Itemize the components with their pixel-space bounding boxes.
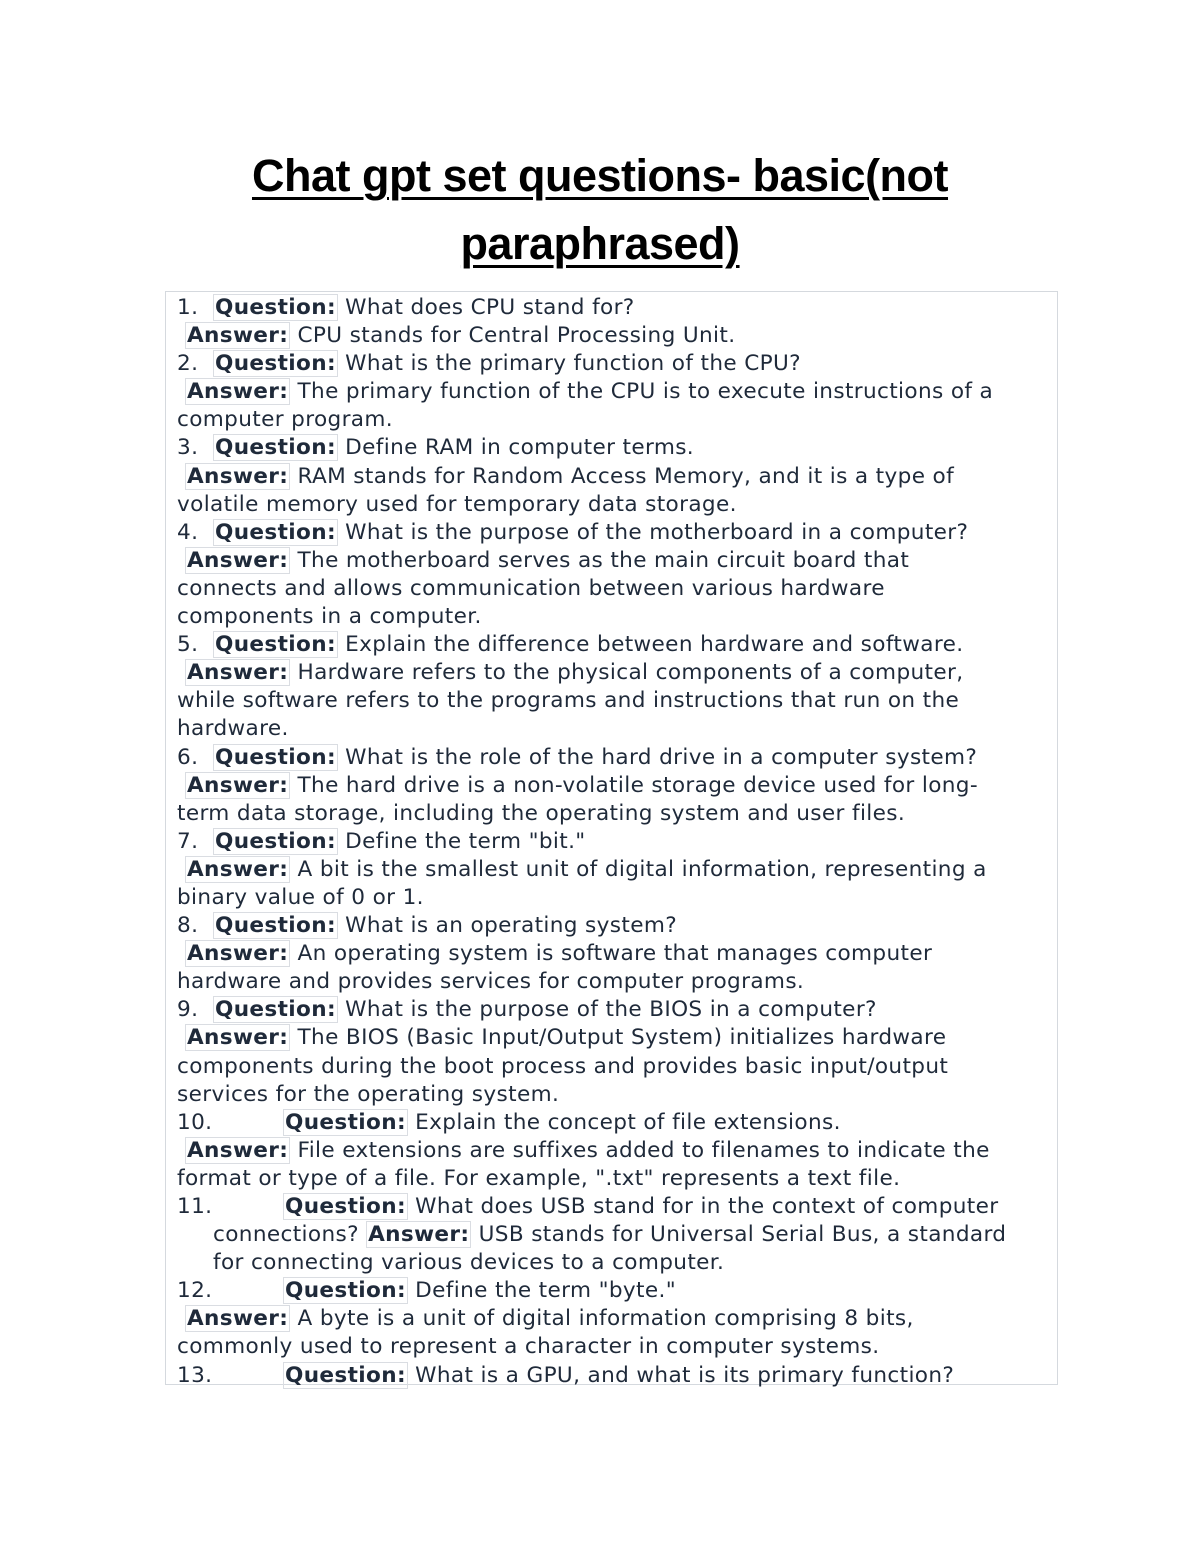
- question-label: Question:: [285, 1278, 406, 1304]
- answer-line: [177, 1221, 1047, 1249]
- question-line: 12. Question: Define the term "byte.": [177, 1278, 676, 1304]
- answer-text: File extensions are suffixes added to filenames to indicate the: [297, 1137, 990, 1163]
- answer-text: CPU stands for Central Processing Unit.: [297, 323, 736, 349]
- question-line: 10. Question: Explain the concept of file extensions.: [177, 1109, 841, 1135]
- answer-label: Answer:: [187, 1025, 289, 1051]
- answer-line: [177, 856, 1047, 884]
- question-line: 13. Question: What is a GPU, and what is its primary function?: [177, 1362, 955, 1388]
- question-label: Question:: [215, 828, 336, 854]
- question-text: Define the term "bit.": [345, 828, 586, 854]
- question-label: Question:: [215, 997, 336, 1023]
- answer-text: USB stands for Universal Serial Bus, a standard: [478, 1222, 1007, 1248]
- answer-text-cont: components in a computer.: [177, 604, 482, 630]
- answer-line: [177, 1024, 1047, 1052]
- answer-text: The hard drive is a non-volatile storage device used for long-: [297, 772, 978, 798]
- answer-line: [177, 463, 1047, 491]
- answer-text: RAM stands for Random Access Memory, and it is a type of: [297, 463, 955, 489]
- question-text: Define RAM in computer terms.: [345, 435, 695, 461]
- answer-text: The motherboard serves as the main circuit board that: [297, 547, 910, 573]
- answer-text-cont: term data storage, including the operating system and user files.: [177, 800, 906, 826]
- answer-line: [177, 1137, 1047, 1165]
- question-text: Define the term "byte.": [415, 1278, 676, 1304]
- document-title: [0, 142, 1200, 278]
- question-line: 11. Question: What does USB stand for in the context of computer: [177, 1194, 999, 1219]
- answer-label: Answer:: [187, 941, 289, 967]
- answer-text-cont: format or type of a file. For example, ".txt" represents a text file.: [177, 1165, 901, 1191]
- answer-line: [177, 547, 1047, 575]
- answer-text-cont: services for the operating system.: [177, 1081, 560, 1107]
- question-text-cont: connections?: [213, 1222, 359, 1248]
- answer-line: [177, 1305, 1047, 1333]
- question-line: 6. Question: What is the role of the hard drive in a computer system?: [177, 744, 978, 770]
- question-label: Question:: [285, 1194, 406, 1219]
- question-label: Question:: [215, 632, 336, 658]
- answer-text: A bit is the smallest unit of digital information, representing a: [297, 856, 987, 882]
- question-label: Question:: [215, 351, 336, 377]
- answer-text-cont: computer program.: [177, 407, 393, 433]
- answer-text-cont: components during the boot process and provides basic input/output: [177, 1053, 949, 1079]
- question-text: What does CPU stand for?: [345, 295, 635, 320]
- question-text: What is the role of the hard drive in a computer system?: [345, 744, 978, 770]
- answer-text: A byte is a unit of digital information comprising 8 bits,: [297, 1306, 914, 1332]
- answer-text: The primary function of the CPU is to execute instructions of a: [297, 379, 994, 405]
- answer-text-cont: connects and allows communication between various hardware: [177, 575, 885, 601]
- question-text: Explain the concept of file extensions.: [415, 1109, 841, 1135]
- answer-label: Answer:: [187, 772, 289, 798]
- answer-label: Answer:: [187, 1137, 289, 1163]
- question-text: What is a GPU, and what is its primary function?: [415, 1362, 955, 1388]
- answer-line: [177, 378, 1047, 406]
- answer-label: Answer:: [187, 1306, 289, 1332]
- answer-line: [177, 322, 1047, 350]
- title-line-2: paraphrased): [460, 218, 740, 269]
- answer-text-cont: hardware and provides services for computer programs.: [177, 969, 805, 995]
- answer-text-cont: hardware.: [177, 716, 289, 742]
- answer-label: Answer:: [368, 1222, 470, 1248]
- answer-label: Answer:: [187, 856, 289, 882]
- answer-text-cont: for connecting various devices to a computer.: [213, 1250, 725, 1276]
- answer-text: An operating system is software that manages computer: [297, 941, 933, 967]
- answer-line: [177, 772, 1047, 800]
- question-line: 4. Question: What is the purpose of the motherboard in a computer?: [177, 519, 969, 545]
- title-line-1: Chat gpt set questions- basic(not: [251, 150, 949, 201]
- answer-label: Answer:: [187, 463, 289, 489]
- question-line: 5. Question: Explain the difference between hardware and software.: [177, 632, 964, 658]
- question-line: 8. Question: What is an operating system?: [177, 913, 678, 939]
- question-line: 7. Question: Define the term "bit.": [177, 828, 586, 854]
- answer-text: The BIOS (Basic Input/Output System) initializes hardware: [297, 1025, 947, 1051]
- question-line: 9. Question: What is the purpose of the BIOS in a computer?: [177, 997, 877, 1023]
- qa-text-box: [165, 291, 1058, 1388]
- answer-label: Answer:: [187, 547, 289, 573]
- question-text: Explain the difference between hardware and software.: [345, 632, 964, 658]
- answer-text-cont: while software refers to the programs and instructions that run on the: [177, 688, 960, 714]
- answer-text: Hardware refers to the physical components of a computer,: [297, 660, 964, 686]
- question-text: What is an operating system?: [345, 913, 678, 939]
- question-label: Question:: [215, 295, 336, 320]
- answer-text-cont: volatile memory used for temporary data storage.: [177, 491, 737, 517]
- question-text: What is the purpose of the BIOS in a computer?: [345, 997, 877, 1023]
- question-label: Question:: [215, 519, 336, 545]
- question-text: What does USB stand for in the context of computer: [415, 1194, 999, 1219]
- question-label: Question:: [285, 1362, 406, 1388]
- answer-text-cont: commonly used to represent a character in computer systems.: [177, 1334, 880, 1360]
- answer-line: [177, 659, 1047, 687]
- answer-label: Answer:: [187, 323, 289, 349]
- question-text: What is the purpose of the motherboard in a computer?: [345, 519, 969, 545]
- answer-text-cont: binary value of 0 or 1.: [177, 884, 424, 910]
- answer-label: Answer:: [187, 660, 289, 686]
- question-line: 2. Question: What is the primary function of the CPU?: [177, 351, 801, 377]
- question-label: Question:: [285, 1109, 406, 1135]
- question-label: Question:: [215, 435, 336, 461]
- question-label: Question:: [215, 744, 336, 770]
- answer-label: Answer:: [187, 379, 289, 405]
- answer-line: [177, 940, 1047, 968]
- question-line: 1. Question: What does CPU stand for?: [177, 295, 635, 320]
- question-text: What is the primary function of the CPU?: [345, 351, 801, 377]
- question-line: 3. Question: Define RAM in computer terms.: [177, 435, 695, 461]
- question-label: Question:: [215, 913, 336, 939]
